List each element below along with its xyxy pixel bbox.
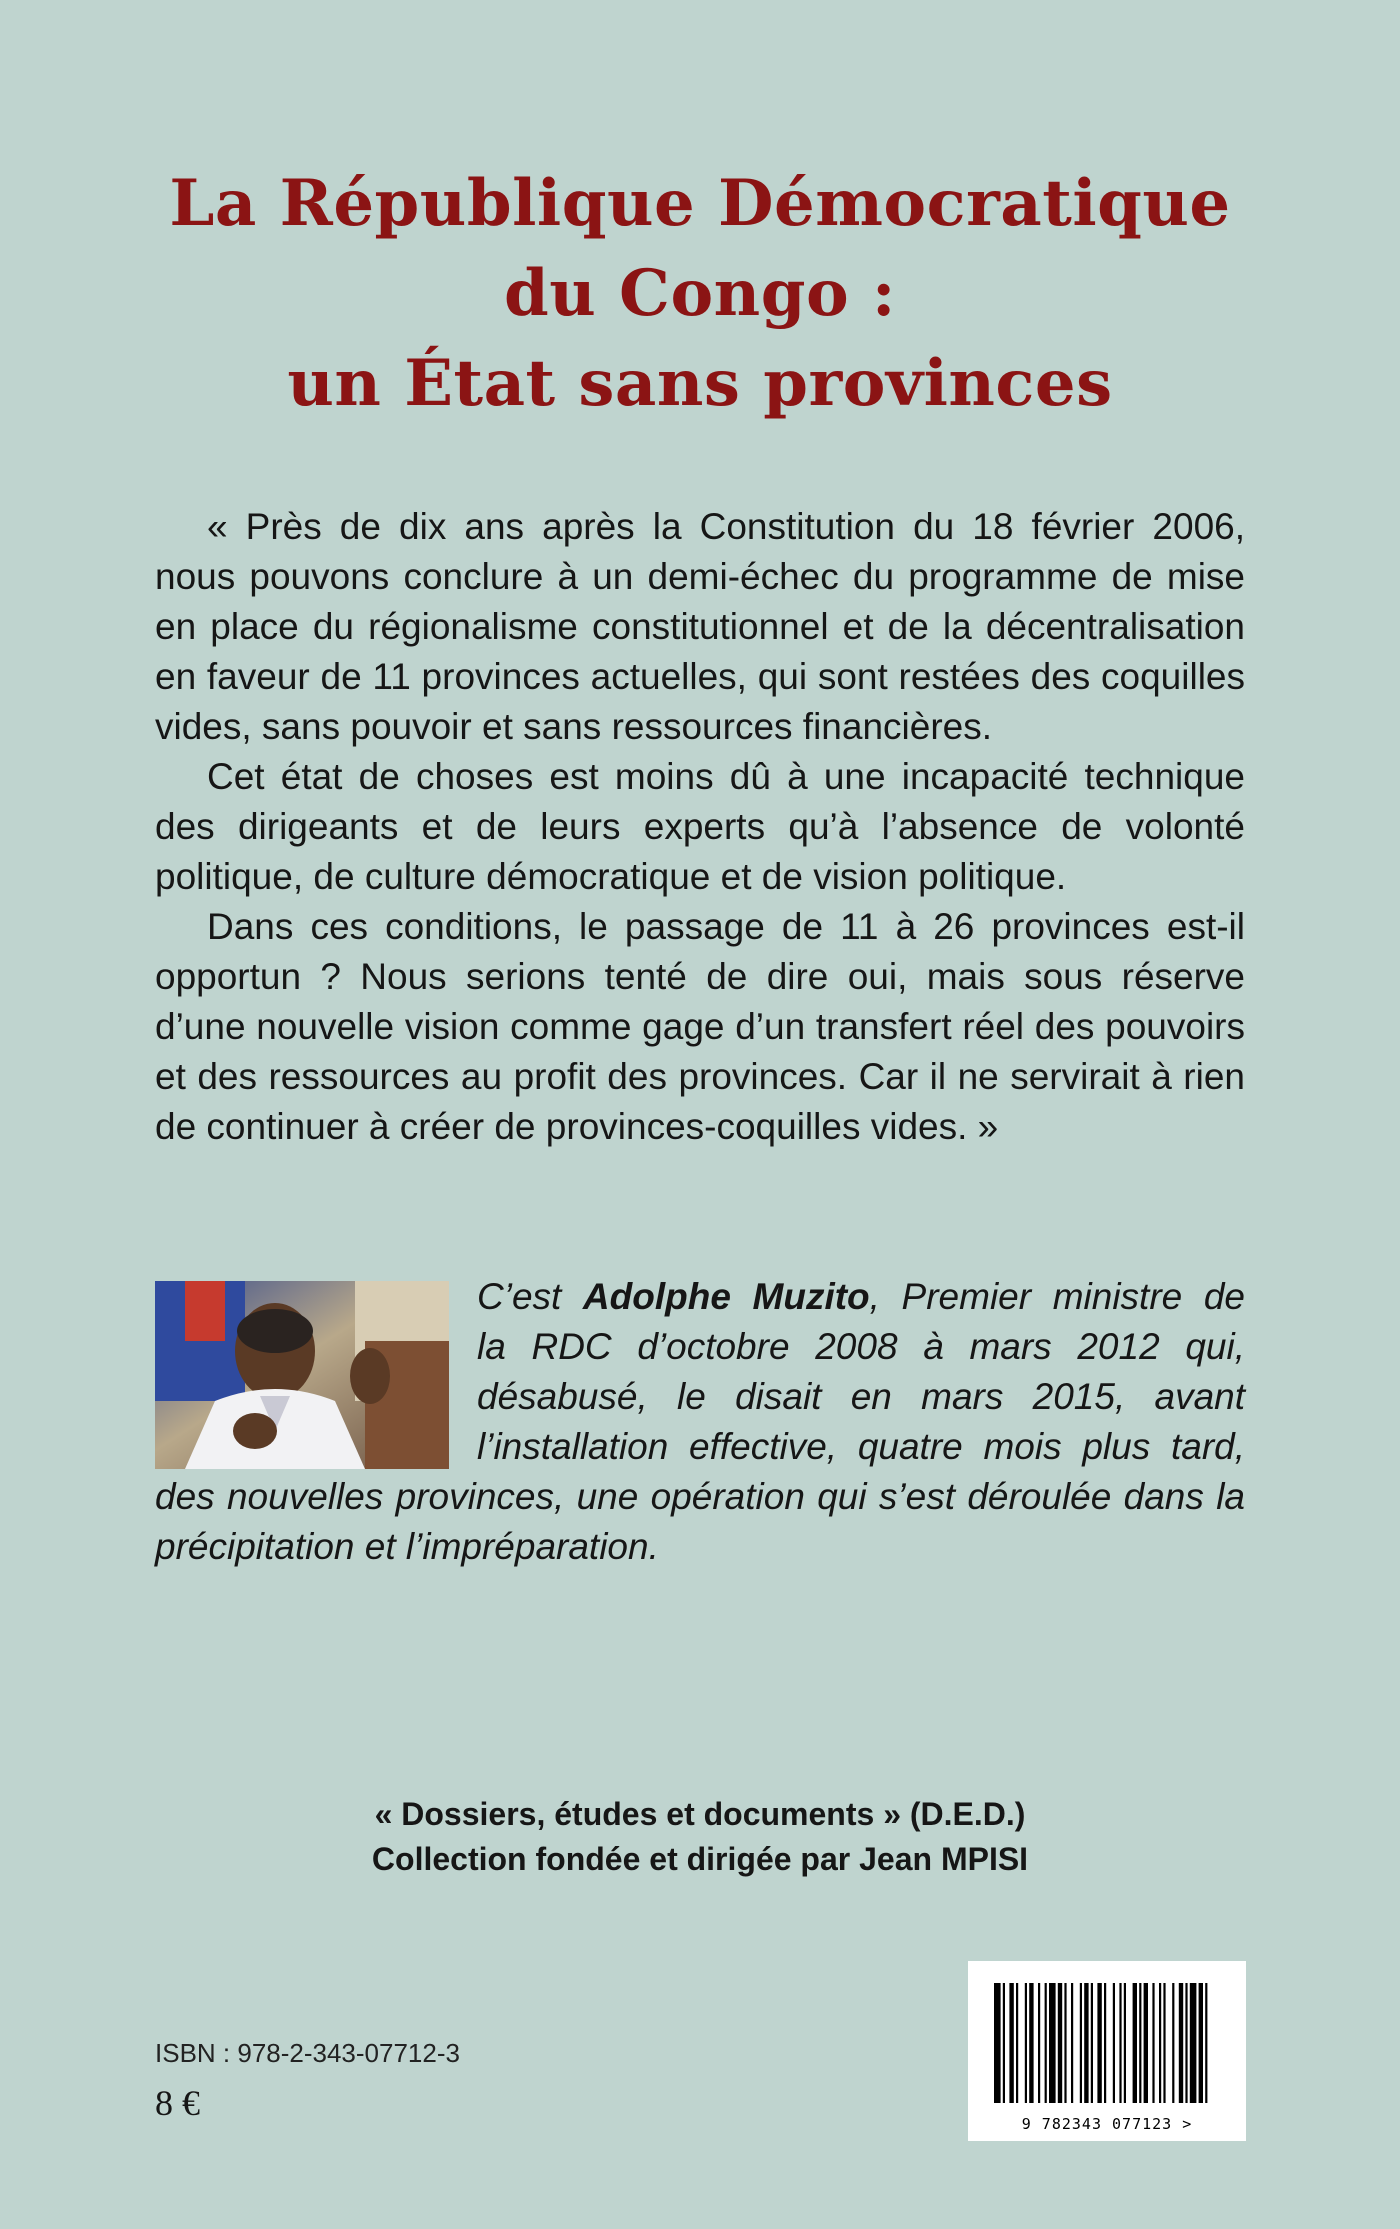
collection-series-name: « Dossiers, études et documents » (D.E.D.) xyxy=(374,1796,1026,1832)
barcode-bar xyxy=(1071,1983,1073,2103)
price-label: 8 € xyxy=(155,2083,200,2123)
author-bio xyxy=(155,1272,1245,1572)
barcode-bar xyxy=(1091,1983,1093,2103)
barcode-icon xyxy=(968,1961,1246,2111)
barcode-bar xyxy=(1003,1983,1005,2103)
author-first-name: Adolphe xyxy=(582,1276,731,1317)
barcode-bar xyxy=(1163,1983,1165,2103)
bio-line-4: l’installation effective, quatre mois plus tard, xyxy=(477,1426,1245,1467)
title-line-3: un État sans provinces xyxy=(287,345,1113,421)
quote-paragraph-3: Dans ces conditions, le passage de 11 à 26 provinces est-il opportun ? Nous serions tenté de dire oui, mais sous réserve d’une nouvelle vision comme gage d’un transfert réel des pouvoirs et des ressources au profit des provinces. Car il ne servirait à rien de continuer à créer de provinces-coquilles vides. » xyxy=(155,906,1245,1147)
barcode-bar xyxy=(1058,1983,1062,2103)
bio-line-6: précipitation et l’impréparation. xyxy=(155,1526,659,1567)
barcode-bar xyxy=(1124,1983,1126,2103)
title-line-2: du Congo : xyxy=(503,255,897,331)
barcode-bar xyxy=(1205,1983,1207,2103)
quote-paragraph-1: « Près de dix ans après la Constitution du 18 février 2006, nous pouvons conclure à un demi-échec du programme de mise en place du régionalisme constitutionnel et de la décentralisation en faveur de 11 provinces actuelles, qui sont restées des coquilles vides, sans pouvoir et sans ressources financières. xyxy=(155,506,1245,747)
barcode-bar xyxy=(1038,1983,1040,2103)
barcode-bar xyxy=(1080,1983,1082,2103)
barcode-bar xyxy=(1104,1983,1106,2103)
author-last-name: Muzito xyxy=(752,1276,870,1317)
barcode-bar xyxy=(1185,1983,1187,2103)
barcode xyxy=(968,1961,1246,2141)
bio-line-3: désabusé, le disait en mars 2015, avant xyxy=(477,1376,1245,1417)
barcode-bar xyxy=(1133,1983,1137,2103)
collection-director: Collection fondée et dirigée par Jean MPISI xyxy=(371,1841,1029,1877)
barcode-bar xyxy=(1159,1983,1161,2103)
barcode-bar xyxy=(1190,1983,1197,2103)
barcode-bar xyxy=(1097,1983,1101,2103)
barcode-bar xyxy=(1045,1983,1047,2103)
isbn-number: ISBN : 978-2-343-07712-3 xyxy=(155,2038,460,2068)
barcode-bar xyxy=(1029,1983,1033,2103)
bio-line-2: la RDC d’octobre 2008 à mars 2012 qui, xyxy=(477,1326,1245,1367)
barcode-bar xyxy=(1172,1983,1174,2103)
book-title xyxy=(120,159,1280,429)
barcode-bar xyxy=(1119,1983,1121,2103)
barcode-bar xyxy=(1152,1983,1154,2103)
barcode-bar xyxy=(1025,1983,1027,2103)
barcode-bar xyxy=(1009,1983,1013,2103)
barcode-bar xyxy=(994,1983,1001,2103)
barcode-bar xyxy=(1179,1983,1183,2103)
collection-info xyxy=(300,1792,1100,1882)
barcode-bar xyxy=(1113,1983,1115,2103)
bio-line-5: des nouvelles provinces, une opération qui s’est déroulée dans la xyxy=(155,1476,1245,1517)
barcode-bar xyxy=(1139,1983,1141,2103)
barcode-digits: 9 782343 077123 > xyxy=(1021,2115,1193,2133)
bio-line-1-rest: , Premier ministre de xyxy=(869,1276,1245,1317)
title-line-1: La République Démocratique xyxy=(169,165,1231,241)
barcode-bar xyxy=(1049,1983,1056,2103)
barcode-bar xyxy=(1199,1983,1203,2103)
barcode-bar xyxy=(1084,1983,1088,2103)
barcode-bar xyxy=(1016,1983,1018,2103)
bio-line-1 xyxy=(477,1272,1245,1322)
quote-paragraph-2: Cet état de choses est moins dû à une incapacité technique des dirigeants et de leurs experts qu’à l’absence de volonté politique, de culture démocratique et de vision politique. xyxy=(155,756,1245,897)
barcode-bar xyxy=(1064,1983,1066,2103)
barcode-bar xyxy=(1144,1983,1148,2103)
bio-prefix: C’est xyxy=(477,1276,583,1317)
back-cover-quote xyxy=(155,502,1245,1152)
author-name xyxy=(583,1276,870,1317)
